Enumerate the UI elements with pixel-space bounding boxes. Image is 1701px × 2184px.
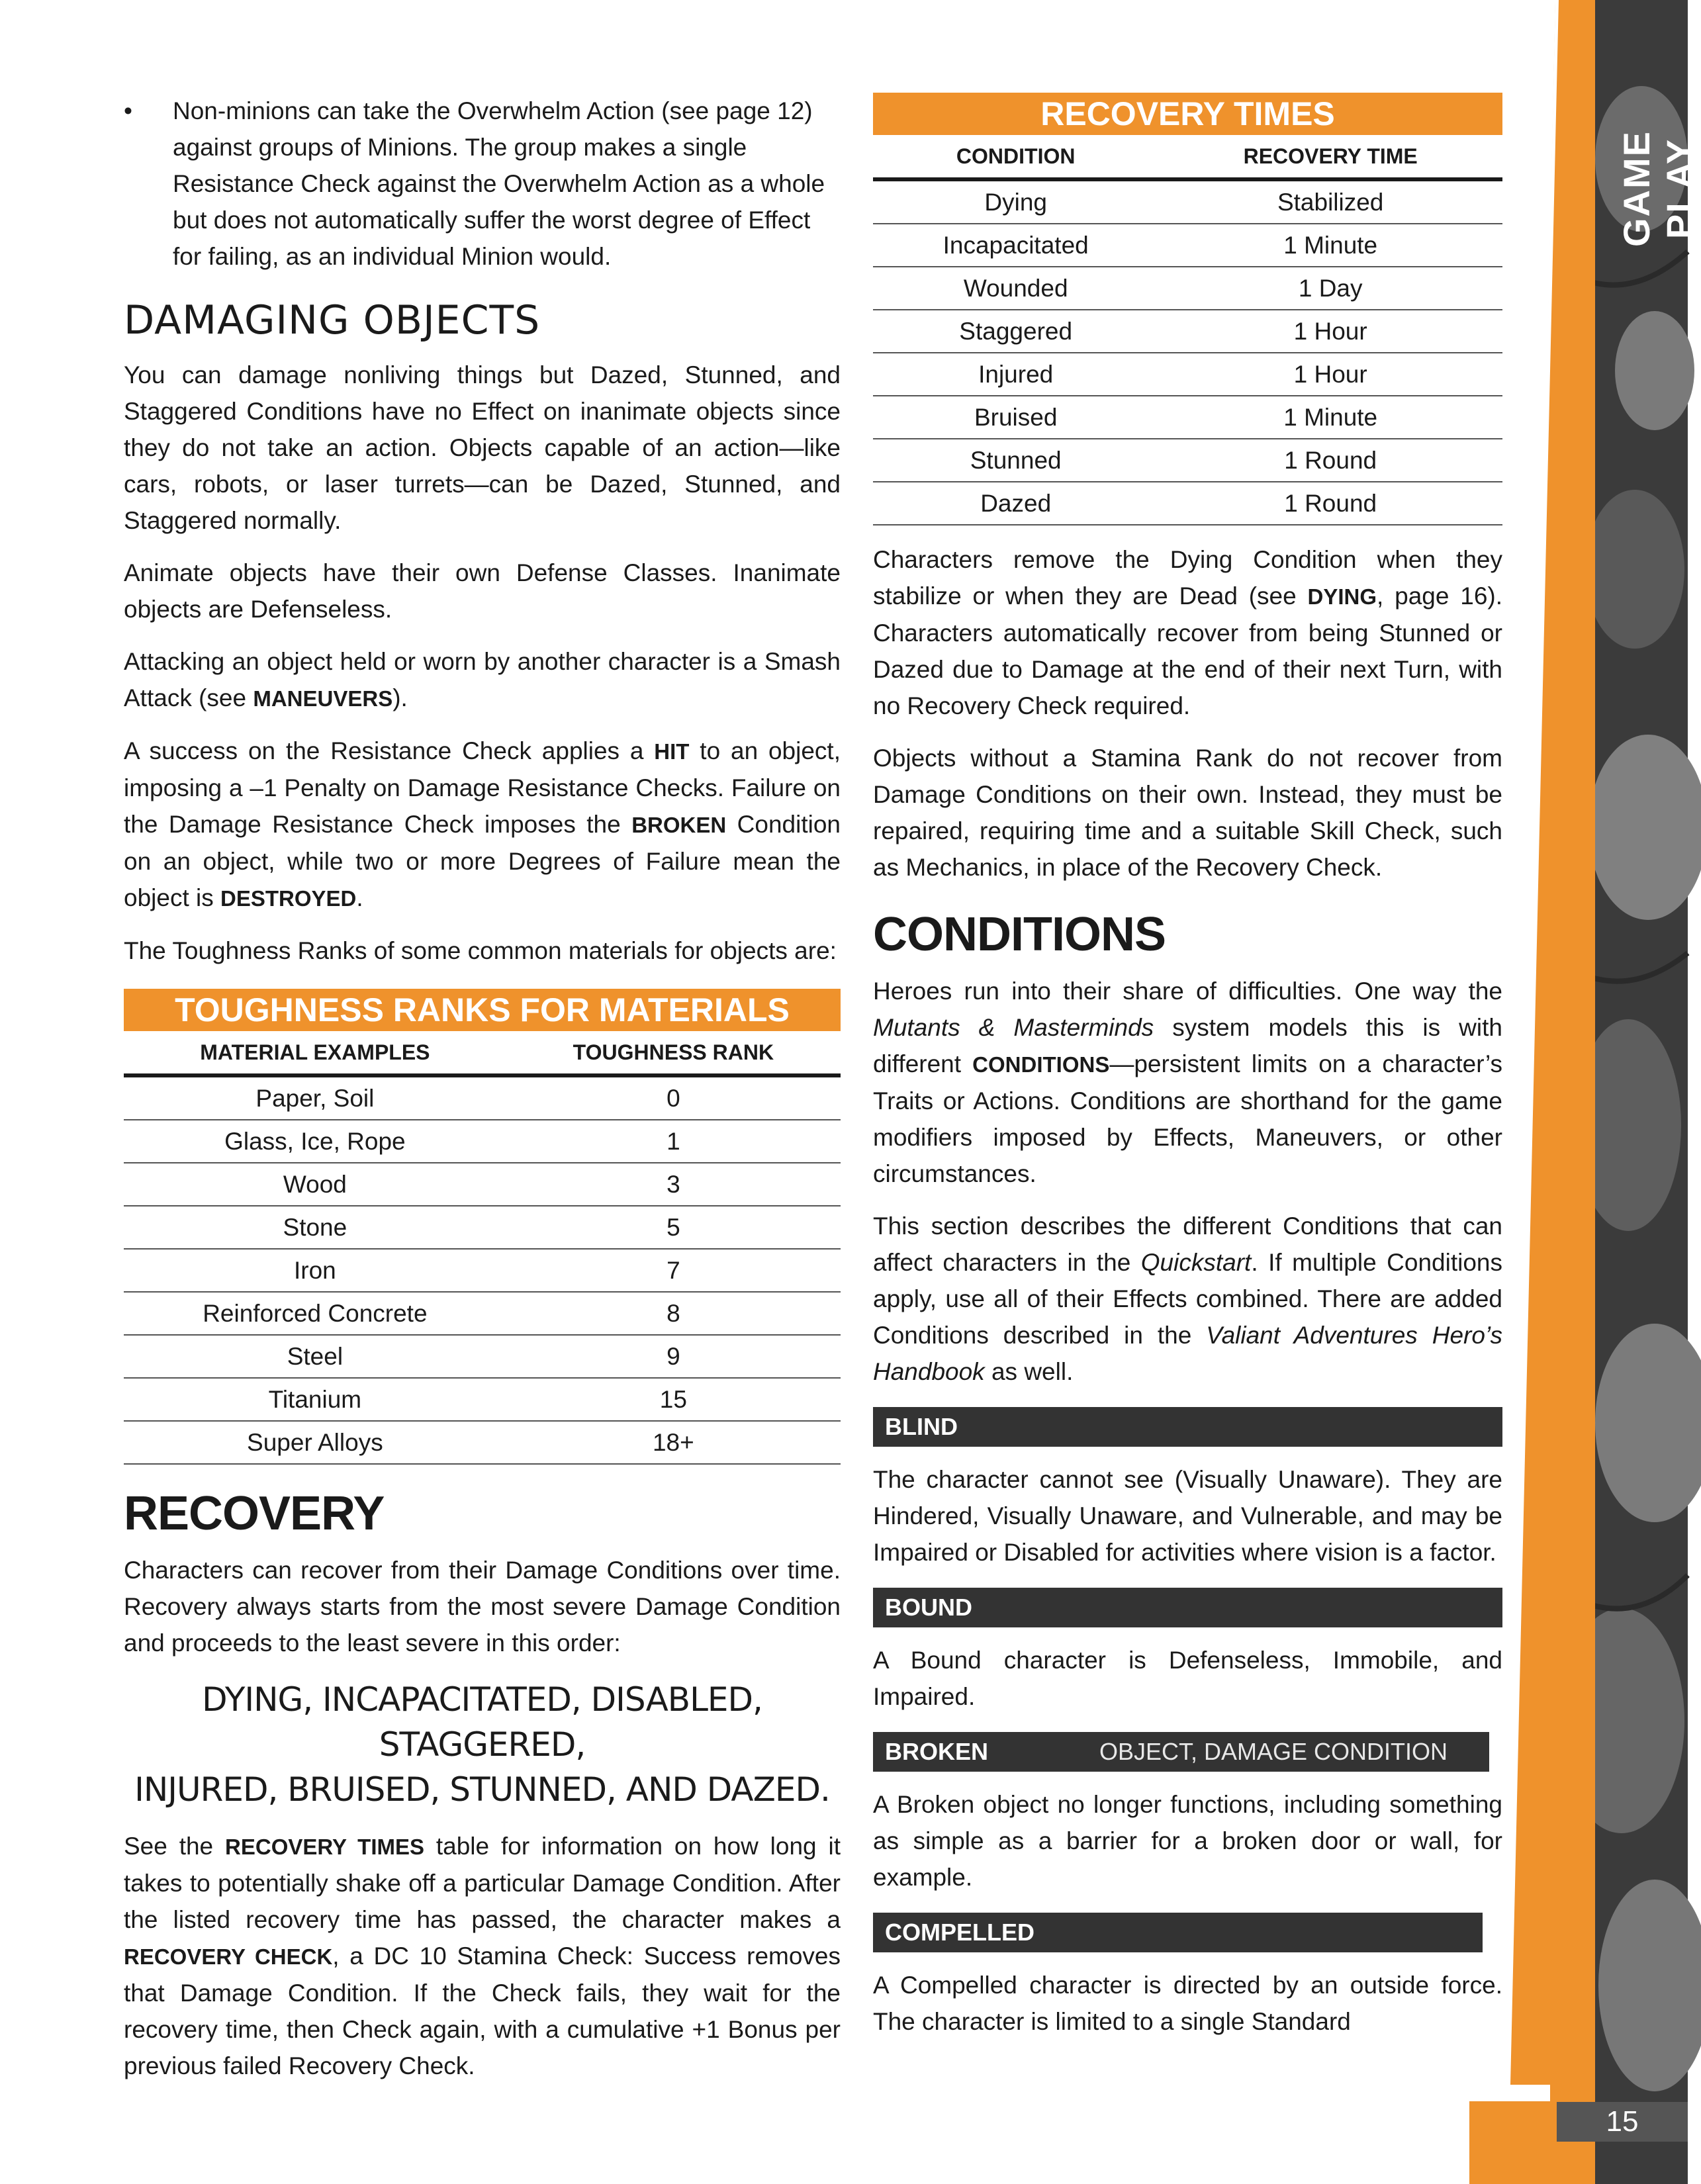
recovery-heading: RECOVERY — [124, 1487, 385, 1540]
table-cell: Paper, Soil — [124, 1075, 506, 1120]
table-cell: Reinforced Concrete — [124, 1292, 506, 1335]
table-row — [873, 482, 1502, 525]
condition-header-compelled: COMPELLED — [873, 1913, 1483, 1952]
keyword: MANEUVERS — [253, 686, 393, 711]
table-row — [873, 224, 1502, 267]
table-row — [873, 396, 1502, 439]
condition-header-broken: BROKEN OBJECT, DAMAGE CONDITION — [873, 1732, 1489, 1772]
table-cell: 1 Hour — [1158, 353, 1502, 396]
paragraph: This section describes the different Conditions that can affect characters in the Quickstart. If multiple Conditions apply, use all of their Effects combined. There are added Conditions described in the Valiant Adventures Hero’s Handbook as well. — [873, 1212, 1502, 1385]
paragraph: A Broken object no longer functions, including something as simple as a barrier for a broken door or wall, for example. — [873, 1791, 1502, 1891]
table-row — [873, 310, 1502, 353]
table-cell: 1 Minute — [1158, 224, 1502, 267]
table-cell: 7 — [506, 1249, 841, 1292]
keyword: HIT — [654, 739, 690, 764]
table-header: CONDITION — [873, 135, 1158, 179]
table-cell: 1 Round — [1158, 439, 1502, 482]
table-row — [124, 1421, 841, 1464]
table-cell: Bruised — [873, 396, 1158, 439]
table-cell: 3 — [506, 1163, 841, 1206]
table-cell: 0 — [506, 1075, 841, 1120]
recovery-times-table — [873, 135, 1502, 525]
paragraph: See the RECOVERY TIMES table for information on how long it takes to potentially shake off a particular Damage Condition. After the listed recovery time has passed, the character makes a RECOVERY CHECK, a DC 10 Stamina Check: Success removes that Damage Condition. If the Check fails, they wait for the recovery time, then Check again, with a cumulative +1 Bonus per previous failed Recovery Check. — [124, 1833, 841, 2079]
table-cell: Titanium — [124, 1378, 506, 1421]
right-column — [873, 93, 1502, 2056]
paragraph: Characters can recover from their Damage Conditions over time. Recovery always starts from the most severe Damage Condition and proceeds to the least severe in this order: — [124, 1557, 841, 1657]
table-title: TOUGHNESS RANKS FOR MATERIALS — [124, 989, 841, 1031]
table-cell: Wood — [124, 1163, 506, 1206]
table-row — [124, 1292, 841, 1335]
table-header: MATERIAL EXAMPLES — [124, 1031, 506, 1075]
recovery-times-table-block — [873, 93, 1502, 525]
table-cell: Super Alloys — [124, 1421, 506, 1464]
table-cell: 8 — [506, 1292, 841, 1335]
keyword: RECOVERY CHECK — [124, 1944, 333, 1969]
left-column — [124, 93, 841, 2100]
toughness-table — [124, 1031, 841, 1465]
table-header: RECOVERY TIME — [1158, 135, 1502, 179]
paragraph: The Toughness Ranks of some common materials for objects are: — [124, 937, 837, 964]
table-cell: 15 — [506, 1378, 841, 1421]
table-cell: Injured — [873, 353, 1158, 396]
table-row — [124, 1249, 841, 1292]
paragraph: Heroes run into their share of difficulties. One way the Mutants & Masterminds system models this is with different CONDITIONS—persistent limits on a character’s Traits or Actions. Conditions are shorthand for the game modifiers imposed by Effects, Maneuvers, or other circumstances. — [873, 978, 1502, 1187]
paragraph: Characters remove the Dying Condition when they stabilize or when they are Dead (see DYING, page 16). Characters automatically recover from being Stunned or Dazed due to Damage at the end of their next Turn, with no Recovery Check required. — [873, 546, 1503, 719]
table-row — [873, 353, 1502, 396]
table-row — [124, 1163, 841, 1206]
table-cell: Dying — [873, 179, 1158, 224]
paragraph: Objects without a Stamina Rank do not recover from Damage Conditions on their own. Instead, they must be repaired, requiring time and a suitable Skill Check, such as Mechanics, in place of the Recovery Check. — [873, 745, 1502, 881]
table-header: TOUGHNESS RANK — [506, 1031, 841, 1075]
table-cell: Wounded — [873, 267, 1158, 310]
paragraph: The character cannot see (Visually Unaware). They are Hindered, Visually Unaware, and Vulnerable, and may be Impaired or Disabled for activities where vision is a factor. — [873, 1466, 1502, 1566]
table-cell: Iron — [124, 1249, 506, 1292]
keyword: DYING — [1307, 584, 1377, 609]
table-cell: Steel — [124, 1335, 506, 1378]
damaging-objects-heading: DAMAGING OBJECTS — [124, 297, 541, 343]
table-cell: 1 Minute — [1158, 396, 1502, 439]
paragraph: You can damage nonliving things but Dazed, Stunned, and Staggered Conditions have no Effect on inanimate objects since they do not take an action. Objects capable of an action—like cars, robots, or laser turrets—can be Dazed, Stunned, and Staggered normally. — [124, 361, 841, 534]
bullet-dot: • — [124, 97, 132, 124]
table-row — [124, 1206, 841, 1249]
keyword: CONDITIONS — [972, 1052, 1110, 1077]
page-number: 15 — [1557, 2102, 1688, 2142]
table-title: RECOVERY TIMES — [873, 93, 1502, 135]
conditions-heading: CONDITIONS — [873, 908, 1166, 961]
table-row — [873, 179, 1502, 224]
table-cell: 18+ — [506, 1421, 841, 1464]
table-cell: 1 Hour — [1158, 310, 1502, 353]
condition-header-bound: BOUND — [873, 1588, 1502, 1627]
table-cell: 9 — [506, 1335, 841, 1378]
bullet-text: Non-minions can take the Overwhelm Action (see page 12) against groups of Minions. The group makes a single Resistance Check against the Overwhelm Action as a whole but does not automatically suffer the worst degree of Effect for failing, as an individual Minion would. — [173, 97, 825, 270]
table-row — [873, 267, 1502, 310]
table-cell: Stone — [124, 1206, 506, 1249]
table-cell: 1 — [506, 1120, 841, 1163]
paragraph: A Compelled character is directed by an outside force. The character is limited to a single Standard — [873, 1972, 1502, 2035]
paragraph: Animate objects have their own Defense Classes. Inanimate objects are Defenseless. — [124, 559, 841, 623]
list-item — [124, 93, 841, 275]
table-cell: Dazed — [873, 482, 1158, 525]
table-cell: 1 Round — [1158, 482, 1502, 525]
paragraph: Attacking an object held or worn by another character is a Smash Attack (see MANEUVERS). — [124, 648, 841, 711]
table-cell: Stabilized — [1158, 179, 1502, 224]
table-cell: 1 Day — [1158, 267, 1502, 310]
table-row — [124, 1335, 841, 1378]
table-cell: Incapacitated — [873, 224, 1158, 267]
table-cell: Glass, Ice, Rope — [124, 1120, 506, 1163]
paragraph: A success on the Resistance Check applies a HIT to an object, imposing a –1 Penalty on Damage Resistance Checks. Failure on the Damage Resistance Check imposes the BROKEN Condition on an object, while two or more Degrees of Failure mean the object is DESTROYED. — [124, 737, 841, 911]
table-row — [124, 1120, 841, 1163]
table-cell: 5 — [506, 1206, 841, 1249]
table-cell: Stunned — [873, 439, 1158, 482]
recovery-order — [124, 1677, 841, 1812]
recovery-order-line: INJURED, BRUISED, STUNNED, AND DAZED. — [134, 1770, 830, 1809]
table-row — [124, 1075, 841, 1120]
table-cell: Staggered — [873, 310, 1158, 353]
table-row — [124, 1378, 841, 1421]
keyword: BROKEN — [631, 813, 727, 837]
condition-tag: OBJECT, DAMAGE CONDITION — [1099, 1738, 1448, 1765]
condition-header-blind: BLIND — [873, 1407, 1502, 1447]
paragraph: A Bound character is Defenseless, Immobile, and Impaired. — [873, 1647, 1502, 1710]
table-row — [873, 439, 1502, 482]
recovery-order-line: DYING, INCAPACITATED, DISABLED, STAGGERED, — [202, 1680, 762, 1764]
keyword: DESTROYED — [220, 886, 357, 911]
keyword: RECOVERY TIMES — [225, 1835, 424, 1859]
toughness-table-block — [124, 989, 841, 1465]
chapter-tab-label: GAME PLAY — [1616, 130, 1700, 247]
